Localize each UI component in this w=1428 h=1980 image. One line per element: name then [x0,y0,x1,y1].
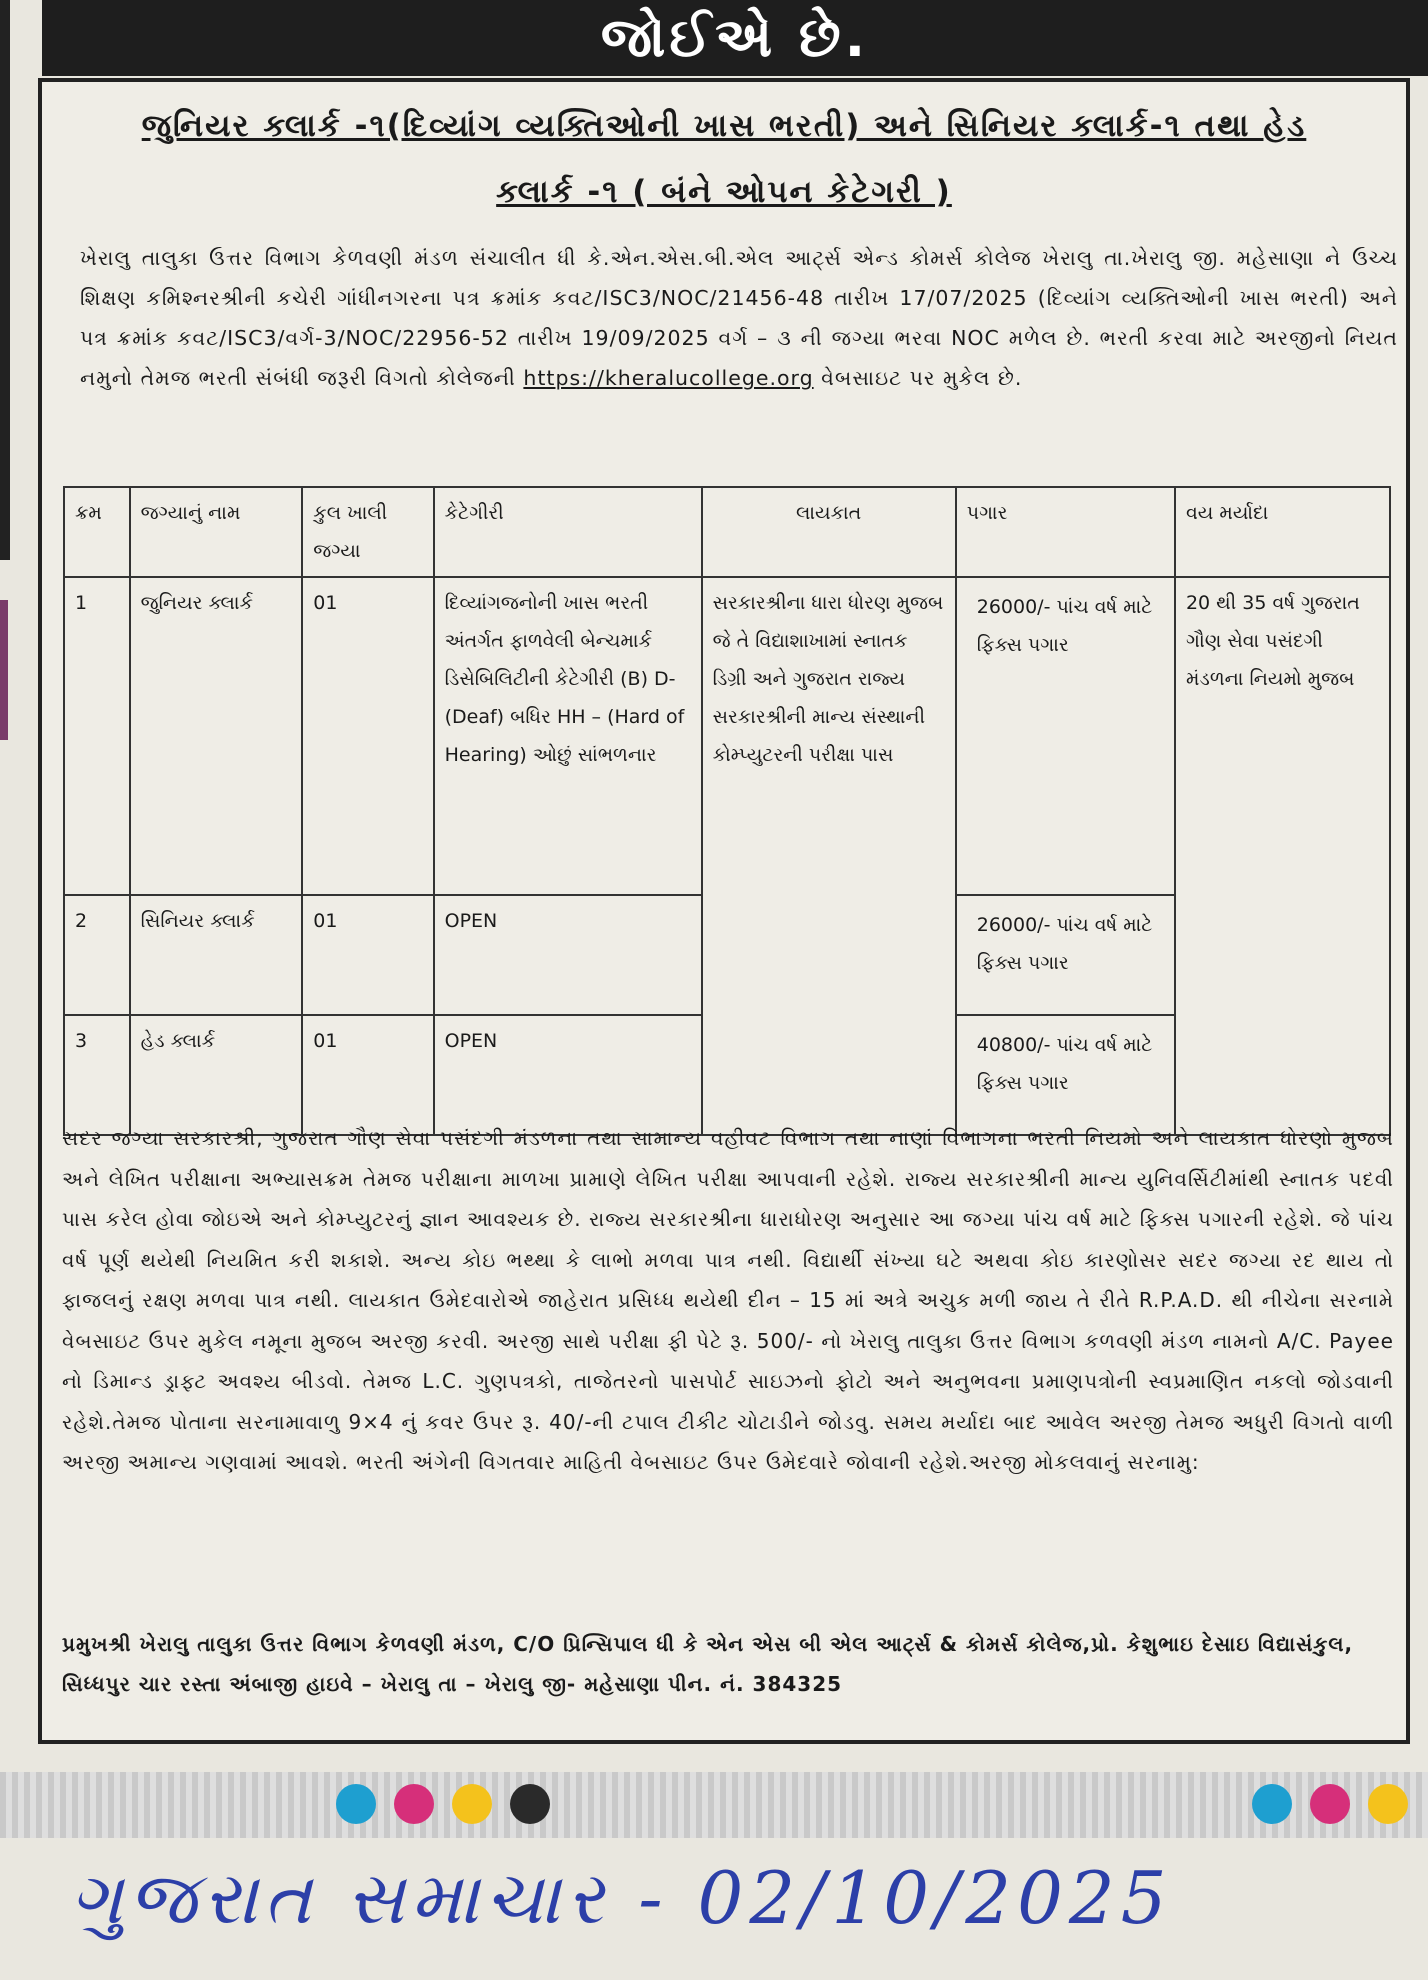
table-row [64,577,1390,895]
cyan-registration-dot [336,1784,376,1824]
row-pay-text: 40800/- પાંચ વર્ષ માટે ફિક્સ પગાર [976,1034,1153,1094]
row-serial: 1 [64,577,130,895]
intro-paragraph [80,238,1398,398]
header-qualification: લાયકાત [702,487,956,577]
row-pay-text: 26000/- પાંચ વર્ષ માટે ફિક્સ પગાર [976,914,1153,974]
age-limit-cell: 20 થી 35 વર્ષ ગુજરાત ગૌણ સેવા પસંદગી મંડળના નિયમો મુજબ [1175,577,1390,1135]
row-post-name: હેડ ક્લાર્ક [130,1015,303,1135]
print-registration-band [0,1772,1428,1838]
header-age-limit: વય મર્યાદા [1175,487,1390,577]
row-serial: 3 [64,1015,130,1135]
yellow-registration-dot [452,1784,492,1824]
table-header-row [64,487,1390,577]
header-serial: ક્રમ [64,487,130,577]
row-pay [956,1015,1175,1135]
header-post-name: જગ્યાનું નામ [130,487,303,577]
headline-line-2: ક્લાર્ક -૧ ( બંને ઓપન કેટેગરી ) [496,174,952,210]
row-pay [956,577,1175,895]
qualification-cell: સરકારશ્રીના ધારા ધોરણ મુજબ જે તે વિદ્યાશાખામાં સ્નાતક ડિગ્રી અને ગુજરાત રાજ્ય સરકારશ્રીની માન્ય સંસ્થાની કોમ્પ્યુટરની પરીક્ષા પાસ [702,577,956,1135]
row-vacancies: 01 [302,577,433,895]
header-pay: પગાર [956,487,1175,577]
row-serial: 2 [64,895,130,1015]
left-edge-color-strip [0,600,8,740]
row-pay [956,895,1175,1015]
handwritten-newspaper-date: ગુજરાત સમાચાર - 02/10/2025 [70,1856,1173,1940]
headline-line-1: જુનિયર ક્લાર્ક -૧(દિવ્યાંગ વ્યક્તિઓની ખાસ ભરતી) અને સિનિયર ક્લાર્ક-૧ તથા હેડ [141,108,1307,144]
magenta-registration-dot [1310,1784,1350,1824]
header-category: કેટેગીરી [434,487,702,577]
website-suffix: વેબસાઇટ પર મુકેલ છે. [813,366,1023,390]
terms-paragraph: સદર જગ્યા સરકારશ્રી, ગુજરાત ગૌણ સેવા પસંદગી મંડળના તથા સામાન્ય વહીવટ વિભાગ તથા નાણાં વિભાગના ભરતી નિયમો અને લાયકાત ધોરણો મુજબ અને લેખિત પરીક્ષાના અભ્યાસક્રમ તેમજ પરીક્ષાના માળખા પ્રામાણે લેખિત પરીક્ષા આપવાની રહેશે. રાજ્ય સરકારશ્રીની માન્ય યુનિવર્સિટીમાંથી સ્નાતક પદવી પાસ કરેલ હોવા જોઇએ અને કોમ્પ્યુટરનું જ્ઞાન આવશ્યક છે. રાજ્ય સરકારશ્રીના ધારાધોરણ અનુસાર આ જગ્યા પાંચ વર્ષ માટે ફિક્સ પગારની રહેશે. જે પાંચ વર્ષ પૂર્ણ થયેથી નિયમિત કરી શકાશે. અન્ય કોઇ ભથ્થા કે લાભો મળવા પાત્ર નથી. વિદ્યાર્થી સંખ્યા ઘટે અથવા કોઇ કારણોસર સદર જગ્યા રદ થાય તો ફાજલનું રક્ષણ મળવા પાત્ર નથી. લાયકાત ઉમેદવારોએ જાહેરાત પ્રસિધ્ધ થયેથી દીન – 15 માં અત્રે અચુક મળી જાય તે રીતે R.P.A.D. થી નીચેના સરનામે વેબસાઇટ ઉપર મુકેલ નમૂના મુજબ અરજી કરવી. અરજી સાથે પરીક્ષા ફી પેટે રૂ. 500/- નો ખેરાલુ તાલુકા ઉત્તર વિભાગ કળવણી મંડળ નામનો A/C. Payee નો ડિમાન્ડ ડ્રાફ્ટ અવશ્ય બીડવો. તેમજ L.C. ગુણપત્રકો, તાજેતરનો પાસપોર્ટ સાઇઝનો ફોટો અને અનુભવના પ્રમાણપત્રોની સ્વપ્રમાણિત નકલો જોડવાની રહેશે.તેમજ પોતાના સરનામાવાળુ 9×4 નું કવર ઉપર રૂ. 40/-ની ટપાલ ટીકીટ ચોટાડીને જોડવુ. સમય મર્યાદા બાદ આવેલ અરજી તેમજ અધુરી વિગતો વાળી અરજી અમાન્ય ગણવામાં આવશે. ભરતી અંગેની વિગતવાર માહિતી વેબસાઇટ ઉપર ઉમેદવારે જોવાની રહેશે.અરજી મોકલવાનું સરનામુ: [62,1126,1394,1474]
row-pay-text: 26000/- પાંચ વર્ષ માટે ફિક્સ પગાર [976,596,1153,656]
website-link[interactable]: https://kheralucollege.org [523,366,814,390]
postal-address: પ્રમુખશ્રી ખેરાલુ તાલુકા ઉત્તર વિભાગ કેળવણી મંડળ, C/O પ્રિન્સિપાલ ધી કે એન એસ બી એલ આર્ટ્સ & કોમર્સ કોલેજ,પ્રો. કેશુભાઇ દેસાઇ વિદ્યાસંકુલ, સિધ્ધપુર ચાર રસ્તા અંબાજી હાઇવે – ખેરાલુ તા – ખેરાલુ જી- મહેસાણા પીન. નં. 384325 [62,1632,1354,1696]
row-category: દિવ્યાંગજનોની ખાસ ભરતી અંતર્ગત ફાળવેલી બેન્ચમાર્ક ડિસેબિલિટીની કેટેગીરી (B) D-(Deaf) બધિર HH – (Hard of Hearing) ઓછું સાંભળનાર [434,577,702,895]
row-post-name: સિનિયર ક્લાર્ક [130,895,303,1015]
header-vacancies: કુલ ખાલી જગ્યા [302,487,433,577]
recruitment-advertisement [38,78,1410,1744]
magenta-registration-dot [394,1784,434,1824]
section-masthead: જોઈએ છે. [42,0,1428,76]
cyan-registration-dot [1252,1784,1292,1824]
left-edge-strip [0,0,10,560]
intro-text: ખેરાલુ તાલુકા ઉત્તર વિભાગ કેળવણી મંડળ સંચાલીત ધી કે.એન.એસ.બી.એલ આર્ટ્સ એન્ડ કોમર્સ કોલેજ ખેરાલુ તા.ખેરાલુ જી. મહેસાણા ને ઉચ્ચ શિક્ષણ કમિશ્નરશ્રીની કચેરી ગાંધીનગરના પત્ર ક્રમાંક કવટ/ISC3/NOC/21456-48 તારીખ 17/07/2025 (દિવ્યાંગ વ્યક્તિઓની ખાસ ભરતી) અને પત્ર ક્રમાંક કવટ/ISC3/વર્ગ-3/NOC/22956-52 તારીખ 19/09/2025 વર્ગ – ૩ ની જગ્યા ભરવા NOC મળેલ છે. ભરતી કરવા માટે અરજીનો નિયત નમુનો તેમજ ભરતી સંબંધી જરૂરી વિગતો કોલેજની [80,246,1398,390]
row-category: OPEN [434,1015,702,1135]
yellow-registration-dot [1368,1784,1408,1824]
row-category: OPEN [434,895,702,1015]
row-vacancies: 01 [302,895,433,1015]
black-registration-dot [510,1784,550,1824]
vacancy-table [63,486,1391,1136]
row-vacancies: 01 [302,1015,433,1135]
row-post-name: જુનિયર ક્લાર્ક [130,577,303,895]
